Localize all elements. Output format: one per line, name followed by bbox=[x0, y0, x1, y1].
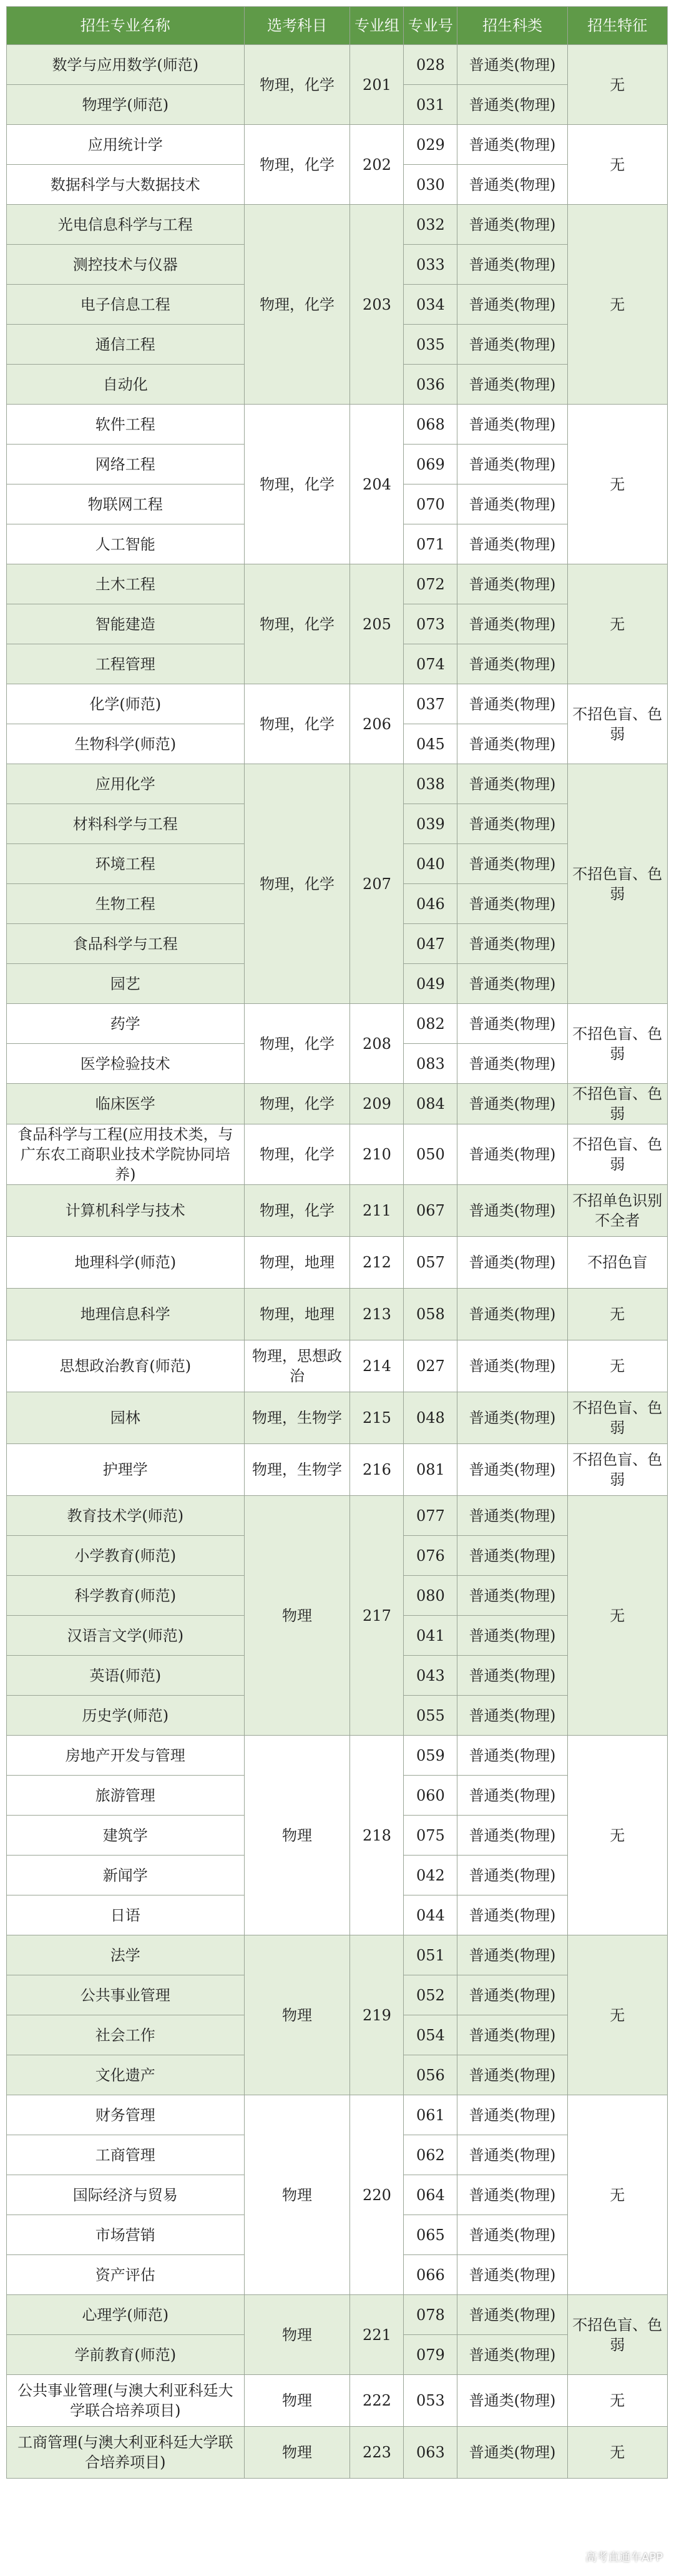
major-name-cell: 历史学(师范) bbox=[7, 1696, 245, 1736]
category-cell: 普通类(物理) bbox=[457, 1616, 567, 1656]
table-row bbox=[7, 1004, 668, 1044]
category-cell: 普通类(物理) bbox=[457, 205, 567, 245]
category-cell: 普通类(物理) bbox=[457, 604, 567, 644]
group-cell: 202 bbox=[350, 125, 404, 205]
major-name-cell: 生物科学(师范) bbox=[7, 724, 245, 764]
category-cell: 普通类(物理) bbox=[457, 1444, 567, 1496]
subjects-cell: 物理 bbox=[244, 2375, 350, 2427]
code-cell: 070 bbox=[404, 484, 457, 524]
code-cell: 031 bbox=[404, 85, 457, 125]
table-row bbox=[7, 1237, 668, 1289]
major-name-cell: 环境工程 bbox=[7, 844, 245, 884]
major-name-cell: 工商管理(与澳大利亚科廷大学联合培养项目) bbox=[7, 2427, 245, 2479]
header-code: 专业号 bbox=[404, 7, 457, 45]
table-row bbox=[7, 1124, 668, 1185]
major-name-cell: 学前教育(师范) bbox=[7, 2335, 245, 2375]
group-cell: 212 bbox=[350, 1237, 404, 1289]
major-name-cell: 园艺 bbox=[7, 964, 245, 1004]
group-cell: 218 bbox=[350, 1736, 404, 1935]
group-cell: 213 bbox=[350, 1289, 404, 1340]
major-name-cell: 食品科学与工程 bbox=[7, 924, 245, 964]
category-cell: 普通类(物理) bbox=[457, 1044, 567, 1084]
category-cell: 普通类(物理) bbox=[457, 964, 567, 1004]
table-row bbox=[7, 684, 668, 724]
code-cell: 076 bbox=[404, 1536, 457, 1576]
category-cell: 普通类(物理) bbox=[457, 165, 567, 205]
code-cell: 052 bbox=[404, 1975, 457, 2015]
code-cell: 042 bbox=[404, 1856, 457, 1895]
table-row bbox=[7, 205, 668, 245]
category-cell: 普通类(物理) bbox=[457, 325, 567, 365]
code-cell: 051 bbox=[404, 1935, 457, 1975]
features-cell: 不招色盲、色弱 bbox=[567, 1004, 667, 1084]
table-row bbox=[7, 1289, 668, 1340]
major-name-cell: 工商管理 bbox=[7, 2135, 245, 2175]
major-name-cell: 汉语言文学(师范) bbox=[7, 1616, 245, 1656]
group-cell: 216 bbox=[350, 1444, 404, 1496]
major-name-cell: 化学(师范) bbox=[7, 684, 245, 724]
code-cell: 075 bbox=[404, 1816, 457, 1856]
code-cell: 028 bbox=[404, 45, 457, 85]
subjects-cell: 物理，地理 bbox=[244, 1289, 350, 1340]
table-row bbox=[7, 125, 668, 165]
features-cell: 无 bbox=[567, 205, 667, 405]
features-cell: 无 bbox=[567, 2375, 667, 2427]
features-cell: 无 bbox=[567, 564, 667, 684]
major-name-cell: 通信工程 bbox=[7, 325, 245, 365]
major-name-cell: 公共事业管理(与澳大利亚科廷大学联合培养项目) bbox=[7, 2375, 245, 2427]
table-row bbox=[7, 1935, 668, 1975]
group-cell: 219 bbox=[350, 1935, 404, 2095]
table-row bbox=[7, 1736, 668, 1776]
features-cell: 不招色盲 bbox=[567, 1237, 667, 1289]
code-cell: 065 bbox=[404, 2215, 457, 2255]
major-name-cell: 物联网工程 bbox=[7, 484, 245, 524]
major-name-cell: 网络工程 bbox=[7, 445, 245, 484]
group-cell: 211 bbox=[350, 1185, 404, 1237]
code-cell: 082 bbox=[404, 1004, 457, 1044]
code-cell: 033 bbox=[404, 245, 457, 285]
features-cell: 无 bbox=[567, 1289, 667, 1340]
group-cell: 206 bbox=[350, 684, 404, 764]
table-row bbox=[7, 764, 668, 804]
major-name-cell: 数据科学与大数据技术 bbox=[7, 165, 245, 205]
category-cell: 普通类(物理) bbox=[457, 45, 567, 85]
major-name-cell: 医学检验技术 bbox=[7, 1044, 245, 1084]
category-cell: 普通类(物理) bbox=[457, 445, 567, 484]
code-cell: 071 bbox=[404, 524, 457, 564]
subjects-cell: 物理 bbox=[244, 1935, 350, 2095]
features-cell: 无 bbox=[567, 125, 667, 205]
group-cell: 220 bbox=[350, 2095, 404, 2295]
code-cell: 079 bbox=[404, 2335, 457, 2375]
category-cell: 普通类(物理) bbox=[457, 2215, 567, 2255]
code-cell: 050 bbox=[404, 1124, 457, 1185]
category-cell: 普通类(物理) bbox=[457, 285, 567, 325]
category-cell: 普通类(物理) bbox=[457, 1895, 567, 1935]
major-name-cell: 药学 bbox=[7, 1004, 245, 1044]
major-name-cell: 智能建造 bbox=[7, 604, 245, 644]
code-cell: 083 bbox=[404, 1044, 457, 1084]
code-cell: 027 bbox=[404, 1340, 457, 1392]
category-cell: 普通类(物理) bbox=[457, 1496, 567, 1536]
admissions-table bbox=[6, 6, 668, 2479]
category-cell: 普通类(物理) bbox=[457, 484, 567, 524]
code-cell: 045 bbox=[404, 724, 457, 764]
category-cell: 普通类(物理) bbox=[457, 1237, 567, 1289]
subjects-cell: 物理，化学 bbox=[244, 1004, 350, 1084]
major-name-cell: 旅游管理 bbox=[7, 1776, 245, 1816]
code-cell: 080 bbox=[404, 1576, 457, 1616]
table-row bbox=[7, 1340, 668, 1392]
features-cell: 无 bbox=[567, 405, 667, 564]
category-cell: 普通类(物理) bbox=[457, 1084, 567, 1124]
features-cell: 不招色盲、色弱 bbox=[567, 1444, 667, 1496]
group-cell: 201 bbox=[350, 45, 404, 125]
major-name-cell: 自动化 bbox=[7, 365, 245, 405]
code-cell: 055 bbox=[404, 1696, 457, 1736]
features-cell: 不招单色识别不全者 bbox=[567, 1185, 667, 1237]
code-cell: 068 bbox=[404, 405, 457, 445]
category-cell: 普通类(物理) bbox=[457, 2427, 567, 2479]
code-cell: 048 bbox=[404, 1392, 457, 1444]
major-name-cell: 园林 bbox=[7, 1392, 245, 1444]
category-cell: 普通类(物理) bbox=[457, 125, 567, 165]
table-row bbox=[7, 1496, 668, 1536]
code-cell: 064 bbox=[404, 2175, 457, 2215]
group-cell: 214 bbox=[350, 1340, 404, 1392]
code-cell: 034 bbox=[404, 285, 457, 325]
features-cell: 无 bbox=[567, 2427, 667, 2479]
header-features: 招生特征 bbox=[567, 7, 667, 45]
subjects-cell: 物理 bbox=[244, 1496, 350, 1736]
category-cell: 普通类(物理) bbox=[457, 2255, 567, 2295]
header-subjects: 选考科目 bbox=[244, 7, 350, 45]
major-name-cell: 公共事业管理 bbox=[7, 1975, 245, 2015]
table-row bbox=[7, 45, 668, 85]
table-row bbox=[7, 1444, 668, 1496]
features-cell: 不招色盲、色弱 bbox=[567, 764, 667, 1004]
major-name-cell: 物理学(师范) bbox=[7, 85, 245, 125]
major-name-cell: 英语(师范) bbox=[7, 1656, 245, 1696]
category-cell: 普通类(物理) bbox=[457, 1975, 567, 2015]
major-name-cell: 法学 bbox=[7, 1935, 245, 1975]
major-name-cell: 国际经济与贸易 bbox=[7, 2175, 245, 2215]
subjects-cell: 物理 bbox=[244, 2295, 350, 2375]
code-cell: 077 bbox=[404, 1496, 457, 1536]
code-cell: 029 bbox=[404, 125, 457, 165]
features-cell: 不招色盲、色弱 bbox=[567, 684, 667, 764]
major-name-cell: 日语 bbox=[7, 1895, 245, 1935]
group-cell: 207 bbox=[350, 764, 404, 1004]
subjects-cell: 物理，化学 bbox=[244, 564, 350, 684]
code-cell: 061 bbox=[404, 2095, 457, 2135]
group-cell: 209 bbox=[350, 1084, 404, 1124]
code-cell: 037 bbox=[404, 684, 457, 724]
code-cell: 053 bbox=[404, 2375, 457, 2427]
table-row bbox=[7, 405, 668, 445]
category-cell: 普通类(物理) bbox=[457, 2095, 567, 2135]
features-cell: 无 bbox=[567, 1496, 667, 1736]
code-cell: 074 bbox=[404, 644, 457, 684]
subjects-cell: 物理 bbox=[244, 2095, 350, 2295]
code-cell: 044 bbox=[404, 1895, 457, 1935]
category-cell: 普通类(物理) bbox=[457, 1736, 567, 1776]
group-cell: 221 bbox=[350, 2295, 404, 2375]
major-name-cell: 应用化学 bbox=[7, 764, 245, 804]
code-cell: 038 bbox=[404, 764, 457, 804]
major-name-cell: 测控技术与仪器 bbox=[7, 245, 245, 285]
category-cell: 普通类(物理) bbox=[457, 2295, 567, 2335]
category-cell: 普通类(物理) bbox=[457, 2055, 567, 2095]
features-cell: 无 bbox=[567, 45, 667, 125]
major-name-cell: 光电信息科学与工程 bbox=[7, 205, 245, 245]
major-name-cell: 生物工程 bbox=[7, 884, 245, 924]
major-name-cell: 计算机科学与技术 bbox=[7, 1185, 245, 1237]
major-name-cell: 心理学(师范) bbox=[7, 2295, 245, 2335]
category-cell: 普通类(物理) bbox=[457, 804, 567, 844]
subjects-cell: 物理，地理 bbox=[244, 1237, 350, 1289]
category-cell: 普通类(物理) bbox=[457, 2335, 567, 2375]
code-cell: 084 bbox=[404, 1084, 457, 1124]
code-cell: 060 bbox=[404, 1776, 457, 1816]
category-cell: 普通类(物理) bbox=[457, 1935, 567, 1975]
major-name-cell: 人工智能 bbox=[7, 524, 245, 564]
subjects-cell: 物理，化学 bbox=[244, 125, 350, 205]
code-cell: 062 bbox=[404, 2135, 457, 2175]
table-row bbox=[7, 1185, 668, 1237]
features-cell: 无 bbox=[567, 1736, 667, 1935]
group-cell: 217 bbox=[350, 1496, 404, 1736]
group-cell: 215 bbox=[350, 1392, 404, 1444]
group-cell: 204 bbox=[350, 405, 404, 564]
category-cell: 普通类(物理) bbox=[457, 1124, 567, 1185]
category-cell: 普通类(物理) bbox=[457, 1696, 567, 1736]
code-cell: 047 bbox=[404, 924, 457, 964]
features-cell: 不招色盲、色弱 bbox=[567, 1084, 667, 1124]
major-name-cell: 资产评估 bbox=[7, 2255, 245, 2295]
code-cell: 078 bbox=[404, 2295, 457, 2335]
group-cell: 203 bbox=[350, 205, 404, 405]
major-name-cell: 临床医学 bbox=[7, 1084, 245, 1124]
features-cell: 无 bbox=[567, 1340, 667, 1392]
code-cell: 039 bbox=[404, 804, 457, 844]
category-cell: 普通类(物理) bbox=[457, 524, 567, 564]
major-name-cell: 思想政治教育(师范) bbox=[7, 1340, 245, 1392]
group-cell: 205 bbox=[350, 564, 404, 684]
table-row bbox=[7, 1084, 668, 1124]
table-body bbox=[7, 45, 668, 2479]
category-cell: 普通类(物理) bbox=[457, 924, 567, 964]
subjects-cell: 物理，生物学 bbox=[244, 1444, 350, 1496]
category-cell: 普通类(物理) bbox=[457, 1392, 567, 1444]
major-name-cell: 文化遗产 bbox=[7, 2055, 245, 2095]
features-cell: 不招色盲、色弱 bbox=[567, 1392, 667, 1444]
code-cell: 066 bbox=[404, 2255, 457, 2295]
major-name-cell: 软件工程 bbox=[7, 405, 245, 445]
code-cell: 081 bbox=[404, 1444, 457, 1496]
major-name-cell: 食品科学与工程(应用技术类，与广东农工商职业技术学院协同培养) bbox=[7, 1124, 245, 1185]
major-name-cell: 应用统计学 bbox=[7, 125, 245, 165]
table-row bbox=[7, 564, 668, 604]
category-cell: 普通类(物理) bbox=[457, 1340, 567, 1392]
category-cell: 普通类(物理) bbox=[457, 724, 567, 764]
code-cell: 063 bbox=[404, 2427, 457, 2479]
major-name-cell: 护理学 bbox=[7, 1444, 245, 1496]
category-cell: 普通类(物理) bbox=[457, 1536, 567, 1576]
major-name-cell: 材料科学与工程 bbox=[7, 804, 245, 844]
category-cell: 普通类(物理) bbox=[457, 85, 567, 125]
subjects-cell: 物理，化学 bbox=[244, 1084, 350, 1124]
code-cell: 036 bbox=[404, 365, 457, 405]
code-cell: 049 bbox=[404, 964, 457, 1004]
major-name-cell: 地理信息科学 bbox=[7, 1289, 245, 1340]
watermark: 高考直通车APP bbox=[585, 2551, 663, 2564]
major-name-cell: 新闻学 bbox=[7, 1856, 245, 1895]
code-cell: 057 bbox=[404, 1237, 457, 1289]
code-cell: 058 bbox=[404, 1289, 457, 1340]
subjects-cell: 物理，化学 bbox=[244, 1124, 350, 1185]
code-cell: 072 bbox=[404, 564, 457, 604]
category-cell: 普通类(物理) bbox=[457, 365, 567, 405]
code-cell: 041 bbox=[404, 1616, 457, 1656]
code-cell: 030 bbox=[404, 165, 457, 205]
major-name-cell: 电子信息工程 bbox=[7, 285, 245, 325]
code-cell: 040 bbox=[404, 844, 457, 884]
subjects-cell: 物理，化学 bbox=[244, 45, 350, 125]
major-name-cell: 地理科学(师范) bbox=[7, 1237, 245, 1289]
table-row bbox=[7, 2295, 668, 2335]
subjects-cell: 物理，化学 bbox=[244, 1185, 350, 1237]
code-cell: 035 bbox=[404, 325, 457, 365]
subjects-cell: 物理，化学 bbox=[244, 764, 350, 1004]
category-cell: 普通类(物理) bbox=[457, 884, 567, 924]
table-row bbox=[7, 2095, 668, 2135]
category-cell: 普通类(物理) bbox=[457, 1816, 567, 1856]
code-cell: 056 bbox=[404, 2055, 457, 2095]
category-cell: 普通类(物理) bbox=[457, 2135, 567, 2175]
category-cell: 普通类(物理) bbox=[457, 405, 567, 445]
code-cell: 046 bbox=[404, 884, 457, 924]
category-cell: 普通类(物理) bbox=[457, 844, 567, 884]
category-cell: 普通类(物理) bbox=[457, 245, 567, 285]
major-name-cell: 教育技术学(师范) bbox=[7, 1496, 245, 1536]
group-cell: 223 bbox=[350, 2427, 404, 2479]
subjects-cell: 物理 bbox=[244, 2427, 350, 2479]
group-cell: 208 bbox=[350, 1004, 404, 1084]
category-cell: 普通类(物理) bbox=[457, 1289, 567, 1340]
header-category: 招生科类 bbox=[457, 7, 567, 45]
code-cell: 043 bbox=[404, 1656, 457, 1696]
subjects-cell: 物理，化学 bbox=[244, 684, 350, 764]
category-cell: 普通类(物理) bbox=[457, 1656, 567, 1696]
subjects-cell: 物理，化学 bbox=[244, 205, 350, 405]
category-cell: 普通类(物理) bbox=[457, 564, 567, 604]
code-cell: 073 bbox=[404, 604, 457, 644]
features-cell: 不招色盲、色弱 bbox=[567, 2295, 667, 2375]
major-name-cell: 数学与应用数学(师范) bbox=[7, 45, 245, 85]
category-cell: 普通类(物理) bbox=[457, 644, 567, 684]
category-cell: 普通类(物理) bbox=[457, 2175, 567, 2215]
table-row bbox=[7, 2375, 668, 2427]
major-name-cell: 工程管理 bbox=[7, 644, 245, 684]
major-name-cell: 小学教育(师范) bbox=[7, 1536, 245, 1576]
group-cell: 210 bbox=[350, 1124, 404, 1185]
code-cell: 032 bbox=[404, 205, 457, 245]
header-group: 专业组 bbox=[350, 7, 404, 45]
code-cell: 059 bbox=[404, 1736, 457, 1776]
category-cell: 普通类(物理) bbox=[457, 2015, 567, 2055]
table-row bbox=[7, 2427, 668, 2479]
table-row bbox=[7, 1392, 668, 1444]
subjects-cell: 物理，思想政治 bbox=[244, 1340, 350, 1392]
category-cell: 普通类(物理) bbox=[457, 684, 567, 724]
features-cell: 无 bbox=[567, 1935, 667, 2095]
category-cell: 普通类(物理) bbox=[457, 764, 567, 804]
group-cell: 222 bbox=[350, 2375, 404, 2427]
category-cell: 普通类(物理) bbox=[457, 1185, 567, 1237]
category-cell: 普通类(物理) bbox=[457, 1004, 567, 1044]
major-name-cell: 财务管理 bbox=[7, 2095, 245, 2135]
features-cell: 无 bbox=[567, 2095, 667, 2295]
major-name-cell: 建筑学 bbox=[7, 1816, 245, 1856]
major-name-cell: 社会工作 bbox=[7, 2015, 245, 2055]
major-name-cell: 房地产开发与管理 bbox=[7, 1736, 245, 1776]
major-name-cell: 土木工程 bbox=[7, 564, 245, 604]
subjects-cell: 物理，化学 bbox=[244, 405, 350, 564]
subjects-cell: 物理，生物学 bbox=[244, 1392, 350, 1444]
major-name-cell: 市场营销 bbox=[7, 2215, 245, 2255]
category-cell: 普通类(物理) bbox=[457, 2375, 567, 2427]
table-header-row bbox=[7, 7, 668, 45]
code-cell: 067 bbox=[404, 1185, 457, 1237]
category-cell: 普通类(物理) bbox=[457, 1856, 567, 1895]
subjects-cell: 物理 bbox=[244, 1736, 350, 1935]
category-cell: 普通类(物理) bbox=[457, 1776, 567, 1816]
major-name-cell: 科学教育(师范) bbox=[7, 1576, 245, 1616]
code-cell: 054 bbox=[404, 2015, 457, 2055]
code-cell: 069 bbox=[404, 445, 457, 484]
features-cell: 不招色盲、色弱 bbox=[567, 1124, 667, 1185]
category-cell: 普通类(物理) bbox=[457, 1576, 567, 1616]
header-major-name: 招生专业名称 bbox=[7, 7, 245, 45]
